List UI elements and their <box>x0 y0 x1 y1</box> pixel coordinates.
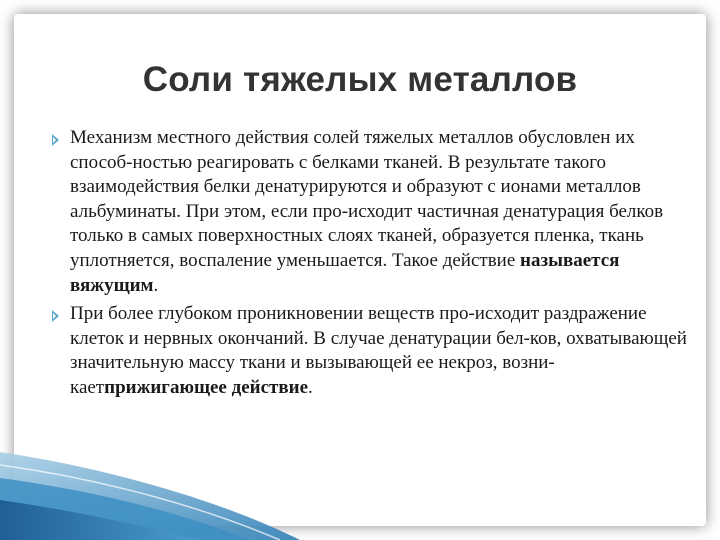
bullet-1-end: . <box>153 274 159 296</box>
slide-frame <box>14 14 706 526</box>
bullet-item-2 <box>70 302 690 400</box>
arrow-bullet-icon <box>52 134 59 146</box>
bullet-1-text: Механизм местного действия солей тяжелых металлов обусловлен их способ-ностью реагировать с белками тканей. В результате такого взаимодействия белки денатурируются и образуют с ионами металлов альбуминаты. При этом, если про-исходит частичная денатурация белков только в самых поверхностных слоях тканей, образуется пленка, ткань уплотняется, воспаление уменьшается. Такое действие <box>70 127 664 271</box>
bullet-list <box>70 126 690 401</box>
arrow-bullet-icon <box>52 310 59 322</box>
bullet-2-text: При более глубоком проникновении веществ про-исходит раздражение клеток и нервных окончаний. В случае денатурации бел-ков, охватывающей значительную массу ткани и вызывающей ее некроз, возни-кает <box>70 303 687 398</box>
bullet-2-end: . <box>308 376 313 398</box>
bullet-1-bold-text: называется вяжущим <box>70 249 620 296</box>
bullet-item-1 <box>70 126 690 298</box>
slide-title: Соли тяжелых металлов <box>142 60 578 99</box>
bullet-2-bold-text: прижигающее действие <box>104 376 309 398</box>
